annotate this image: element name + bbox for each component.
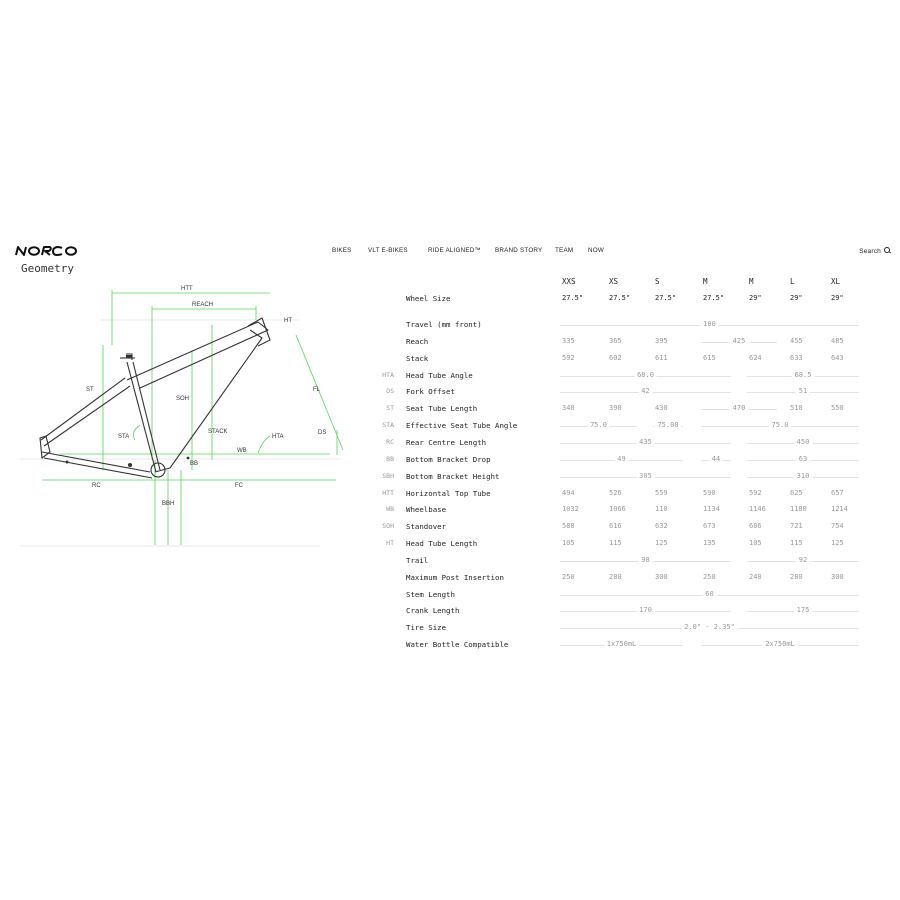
table-span-value: 49 bbox=[614, 455, 628, 463]
row-abbreviation: RC bbox=[386, 438, 394, 446]
table-row bbox=[0, 640, 900, 652]
row-label: Bottom Bracket Drop bbox=[406, 455, 491, 464]
table-cell: 390 bbox=[609, 404, 622, 412]
table-cell: 280 bbox=[790, 573, 803, 581]
table-cell: 721 bbox=[790, 522, 803, 530]
row-abbreviation: HTA bbox=[382, 371, 394, 379]
row-label: Wheel Size bbox=[406, 294, 451, 303]
size-column-header: XS bbox=[609, 277, 619, 286]
table-cell: 592 bbox=[562, 354, 575, 362]
table-cell: 559 bbox=[655, 489, 668, 497]
row-label: Head Tube Angle bbox=[406, 371, 473, 380]
page-title: Geometry bbox=[21, 262, 74, 275]
table-span-value: 98 bbox=[638, 556, 652, 564]
table-cell: 340 bbox=[562, 404, 575, 412]
table-cell: 27.5" bbox=[609, 294, 631, 302]
table-cell: 1146 bbox=[749, 505, 766, 513]
table-span-value: 42 bbox=[638, 387, 652, 395]
table-row bbox=[0, 421, 900, 433]
table-cell: 29" bbox=[831, 294, 844, 302]
diagram-label-st: ST bbox=[86, 387, 94, 393]
table-cell: 29" bbox=[749, 294, 762, 302]
table-cell: 1134 bbox=[703, 505, 720, 513]
row-label: Trail bbox=[406, 556, 429, 565]
table-row bbox=[0, 472, 900, 484]
table-cell: 1032 bbox=[562, 505, 579, 513]
table-cell: 590 bbox=[703, 489, 716, 497]
table-cell: 550 bbox=[831, 404, 844, 412]
table-span-value: 75.00 bbox=[654, 421, 681, 429]
table-cell: 625 bbox=[790, 489, 803, 497]
search-button[interactable] bbox=[859, 247, 890, 255]
table-cell: 365 bbox=[609, 337, 622, 345]
row-abbreviation: SBH bbox=[382, 472, 394, 480]
row-abbreviation: BB bbox=[386, 455, 394, 463]
table-cell: 592 bbox=[749, 489, 762, 497]
size-column-header: L bbox=[790, 277, 795, 286]
table-row bbox=[0, 539, 900, 551]
table-cell: 485 bbox=[831, 337, 844, 345]
table-row bbox=[0, 455, 900, 467]
table-cell: 1214 bbox=[831, 505, 848, 513]
row-label: Water Bottle Compatible bbox=[406, 640, 509, 649]
table-span-value: 425 bbox=[730, 337, 749, 345]
table-row bbox=[0, 556, 900, 568]
table-cell: 754 bbox=[831, 522, 844, 530]
table-cell: 110 bbox=[655, 505, 668, 513]
nav-item-now[interactable]: NOW bbox=[588, 247, 604, 254]
table-span-value: 44 bbox=[709, 455, 723, 463]
table-cell: 250 bbox=[703, 573, 716, 581]
table-span-value: 92 bbox=[796, 556, 810, 564]
table-cell: 105 bbox=[749, 539, 762, 547]
table-span-value: 305 bbox=[636, 472, 655, 480]
row-abbreviation: SOH bbox=[382, 522, 394, 530]
diagram-label-fl: FL bbox=[313, 387, 321, 393]
table-cell: 115 bbox=[609, 539, 622, 547]
table-cell: 510 bbox=[790, 404, 803, 412]
table-cell: 611 bbox=[655, 354, 668, 362]
table-row bbox=[0, 623, 900, 635]
table-row bbox=[0, 590, 900, 602]
table-row bbox=[0, 505, 900, 517]
nav-item-vlt-e-bikes[interactable]: VLT E-BIKES bbox=[368, 247, 408, 254]
search-label: Search bbox=[859, 248, 881, 255]
diagram-label-fc: FC bbox=[235, 483, 243, 489]
table-span-value: 51 bbox=[796, 387, 810, 395]
size-column-header: M bbox=[749, 277, 754, 286]
table-cell: 27.5" bbox=[655, 294, 677, 302]
table-span-value: 435 bbox=[636, 438, 655, 446]
diagram-label-htt: HTT bbox=[181, 286, 193, 292]
row-label: Maximum Post Insertion bbox=[406, 573, 504, 582]
row-abbreviation: HT bbox=[386, 539, 394, 547]
diagram-label-ds: DS bbox=[318, 430, 327, 436]
table-cell: 1066 bbox=[609, 505, 626, 513]
row-label: Horizontal Top Tube bbox=[406, 489, 491, 498]
table-span-value: 175 bbox=[794, 606, 813, 614]
size-column-header: XXS bbox=[562, 277, 576, 286]
diagram-label-reach: REACH bbox=[192, 302, 214, 308]
table-row bbox=[0, 489, 900, 501]
table-span-value: 68.5 bbox=[792, 371, 815, 379]
table-cell: 300 bbox=[831, 573, 844, 581]
table-span-value: 170 bbox=[636, 606, 655, 614]
row-label: Travel (mm front) bbox=[406, 320, 482, 329]
main-nav bbox=[0, 246, 900, 258]
table-span-value: 310 bbox=[794, 472, 813, 480]
table-cell: 633 bbox=[790, 354, 803, 362]
table-cell: 624 bbox=[749, 354, 762, 362]
table-row bbox=[0, 606, 900, 618]
diagram-label-stack: STACK bbox=[208, 429, 228, 435]
table-cell: 27.5" bbox=[703, 294, 725, 302]
row-label: Effective Seat Tube Angle bbox=[406, 421, 518, 430]
diagram-label-bbh: BBH bbox=[162, 501, 175, 507]
table-cell: 125 bbox=[655, 539, 668, 547]
diagram-label-bb: BB bbox=[190, 461, 199, 467]
diagram-label-hta: HTA bbox=[272, 434, 284, 440]
table-cell: 643 bbox=[831, 354, 844, 362]
table-span-value: 60 bbox=[702, 590, 716, 598]
table-row bbox=[0, 404, 900, 416]
row-label: Crank Length bbox=[406, 606, 460, 615]
row-abbreviation: OS bbox=[386, 387, 394, 395]
diagram-label-sta: STA bbox=[118, 434, 130, 440]
row-label: Stack bbox=[406, 354, 429, 363]
table-cell: 657 bbox=[831, 489, 844, 497]
size-column-header: M bbox=[703, 277, 708, 286]
table-cell: 250 bbox=[562, 573, 575, 581]
row-label: Standover bbox=[406, 522, 447, 531]
row-label: Head Tube Length bbox=[406, 539, 478, 548]
table-cell: 1180 bbox=[790, 505, 807, 513]
table-cell: 240 bbox=[749, 573, 762, 581]
table-span-value: 470 bbox=[730, 404, 749, 412]
table-row bbox=[0, 320, 900, 332]
table-cell: 29" bbox=[790, 294, 803, 302]
table-cell: 616 bbox=[609, 522, 622, 530]
table-row bbox=[0, 337, 900, 349]
table-span-value: 63 bbox=[796, 455, 810, 463]
table-span-value: 1x750mL bbox=[604, 640, 640, 648]
diagram-label-rc: RC bbox=[92, 483, 101, 489]
diagram-label-ht: HT bbox=[284, 318, 292, 324]
table-cell: 125 bbox=[831, 539, 844, 547]
row-abbreviation: ST bbox=[386, 404, 394, 412]
table-cell: 115 bbox=[790, 539, 803, 547]
table-cell: 526 bbox=[609, 489, 622, 497]
row-label: Seat Tube Length bbox=[406, 404, 478, 413]
size-column-header: S bbox=[655, 277, 660, 286]
nav-item-team[interactable]: TEAM bbox=[555, 247, 574, 254]
table-cell: 105 bbox=[562, 539, 575, 547]
search-icon bbox=[884, 247, 890, 253]
table-row bbox=[0, 438, 900, 450]
table-span-value: 2.0" - 2.35" bbox=[681, 623, 738, 631]
row-label: Stem Length bbox=[406, 590, 455, 599]
row-label: Rear Centre Length bbox=[406, 438, 487, 447]
table-row bbox=[0, 294, 900, 306]
table-cell: 632 bbox=[655, 522, 668, 530]
row-abbreviation: WB bbox=[386, 505, 394, 513]
row-abbreviation: HTT bbox=[382, 489, 394, 497]
table-row bbox=[0, 573, 900, 585]
table-cell: 27.5" bbox=[562, 294, 584, 302]
row-label: Wheelbase bbox=[406, 505, 447, 514]
row-label: Tire Size bbox=[406, 623, 447, 632]
row-label: Fork Offset bbox=[406, 387, 455, 396]
table-cell: 588 bbox=[562, 522, 575, 530]
table-span-value: 75.0 bbox=[587, 421, 610, 429]
table-span-value: 450 bbox=[794, 438, 813, 446]
table-row bbox=[0, 371, 900, 383]
table-cell: 135 bbox=[703, 539, 716, 547]
diagram-label-wb: WB bbox=[237, 448, 247, 454]
table-cell: 494 bbox=[562, 489, 575, 497]
table-span-value: 75.0 bbox=[769, 421, 792, 429]
table-span-value: 2x750mL bbox=[762, 640, 798, 648]
table-cell: 602 bbox=[609, 354, 622, 362]
nav-item-bikes[interactable]: BIKES bbox=[332, 247, 352, 254]
size-column-header: XL bbox=[831, 277, 841, 286]
row-label: Bottom Bracket Height bbox=[406, 472, 500, 481]
row-abbreviation: STA bbox=[382, 421, 394, 429]
table-row bbox=[0, 522, 900, 534]
table-cell: 335 bbox=[562, 337, 575, 345]
nav-item-brand-story[interactable]: BRAND STORY bbox=[495, 247, 543, 254]
table-cell: 430 bbox=[655, 404, 668, 412]
table-cell: 300 bbox=[655, 573, 668, 581]
table-span-value: 68.0 bbox=[634, 371, 657, 379]
table-cell: 686 bbox=[749, 522, 762, 530]
table-cell: 673 bbox=[703, 522, 716, 530]
row-label: Reach bbox=[406, 337, 429, 346]
table-cell: 395 bbox=[655, 337, 668, 345]
diagram-label-soh: SOH bbox=[176, 396, 190, 402]
nav-item-ride-aligned[interactable]: RIDE ALIGNED™ bbox=[428, 247, 481, 254]
table-cell: 280 bbox=[609, 573, 622, 581]
table-row bbox=[0, 387, 900, 399]
table-row bbox=[0, 354, 900, 366]
table-cell: 615 bbox=[703, 354, 716, 362]
table-span-value: 100 bbox=[700, 320, 719, 328]
table-cell: 455 bbox=[790, 337, 803, 345]
